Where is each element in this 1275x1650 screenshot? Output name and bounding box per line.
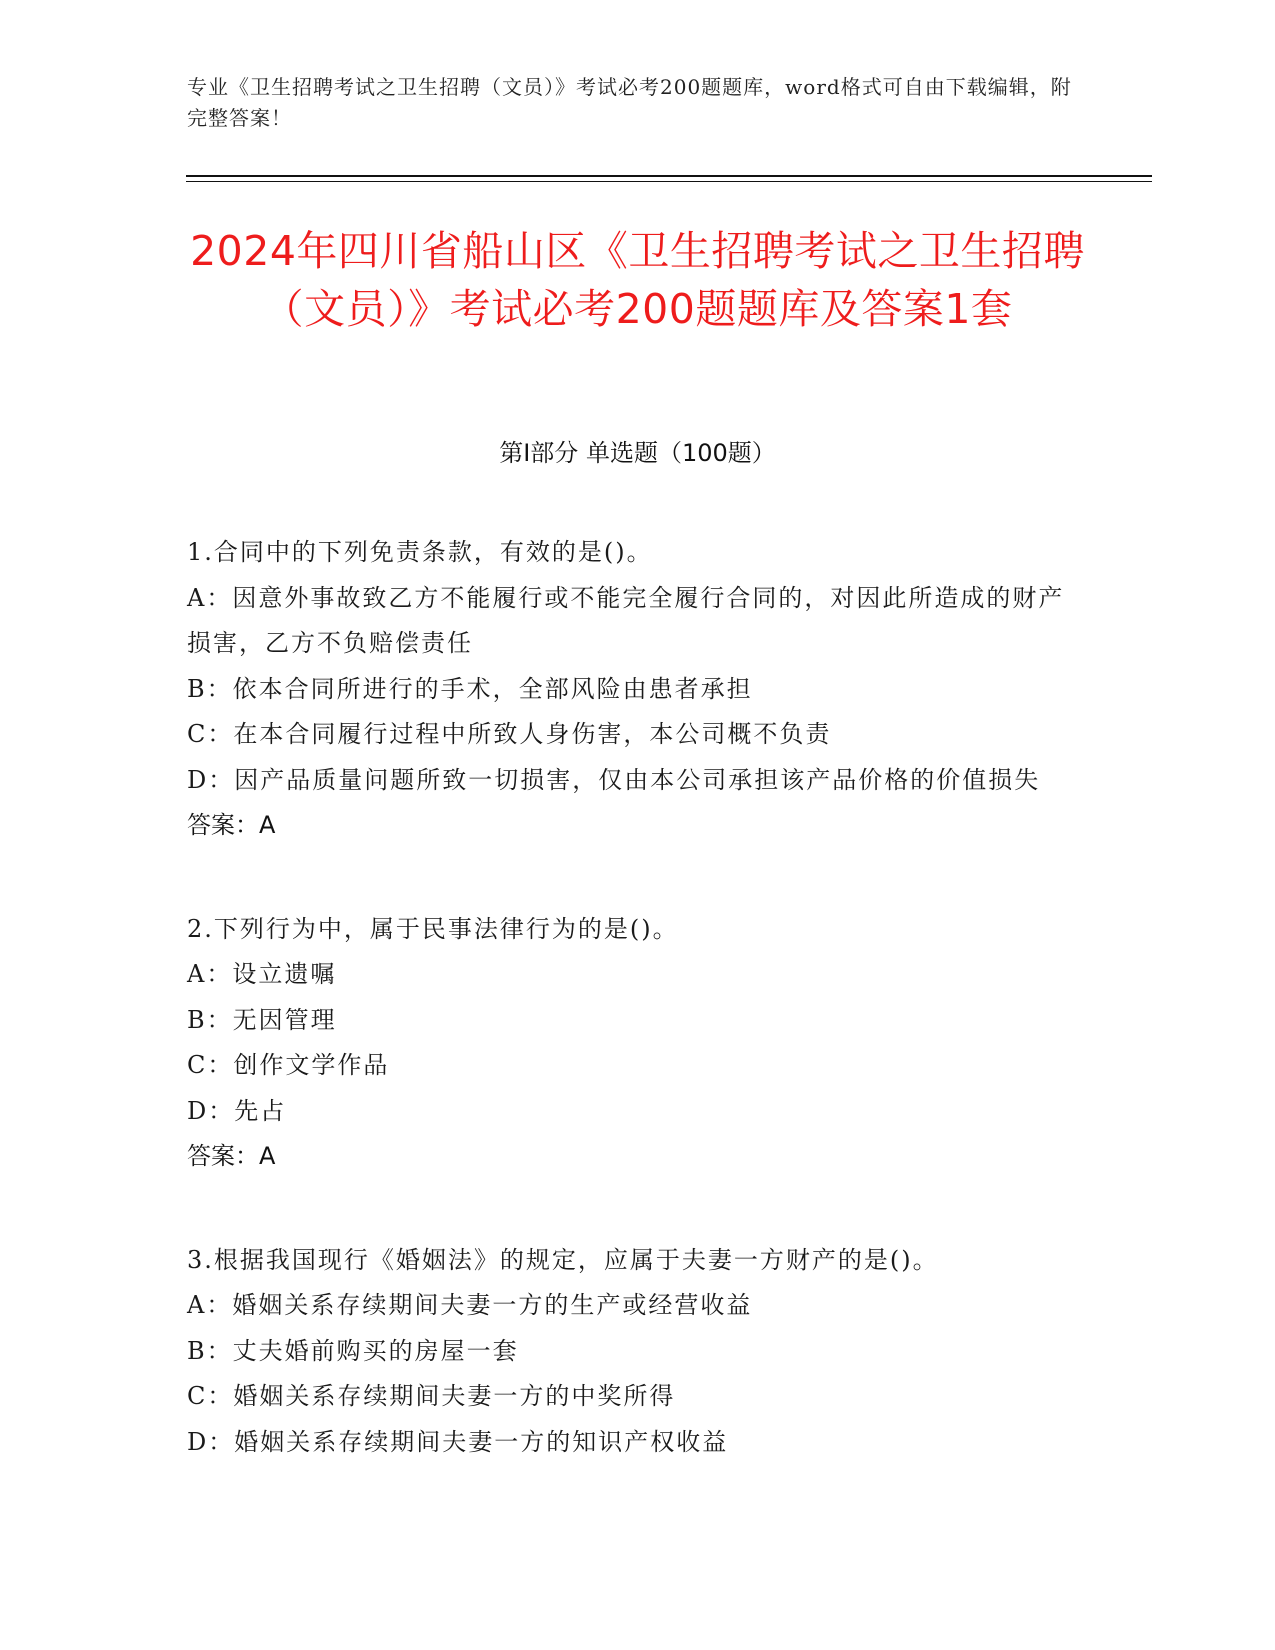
option-d: D：先占: [187, 1096, 287, 1125]
question-list: [187, 530, 1067, 1523]
option-b: B：无因管理: [187, 1005, 337, 1034]
question-3: [187, 1238, 1067, 1466]
option-a: A：因意外事故致乙方不能履行或不能完全履行合同的，对因此所造成的财产损害，乙方不负赔偿责任: [187, 583, 1065, 657]
option-c: C：在本合同履行过程中所致人身伤害，本公司概不负责: [187, 720, 832, 748]
section-title: 第Ⅰ部分 单选题（100题）: [499, 439, 776, 467]
question-2: [187, 907, 1067, 1180]
question-stem: 1.合同中的下列免责条款，有效的是()。: [187, 538, 653, 566]
option-c: C：婚姻关系存续期间夫妻一方的中奖所得: [187, 1382, 676, 1410]
question-stem: 2.下列行为中，属于民事法律行为的是()。: [187, 914, 679, 943]
option-b: B：依本合同所进行的手术，全部风险由患者承担: [187, 674, 753, 703]
answer: 答案：A: [187, 1142, 276, 1170]
option-a: A：婚姻关系存续期间夫妻一方的生产或经营收益: [187, 1291, 753, 1319]
option-d: D：因产品质量问题所致一切损害，仅由本公司承担该产品价格的价值损失: [187, 765, 1041, 794]
option-c: C：创作文学作品: [187, 1051, 390, 1079]
question-stem: 3.根据我国现行《婚姻法》的规定，应属于夫妻一方财产的是()。: [187, 1245, 939, 1274]
option-d: D：婚姻关系存续期间夫妻一方的知识产权收益: [187, 1427, 729, 1456]
header-divider-thin: [186, 181, 1152, 182]
question-1: [187, 530, 1067, 849]
option-a: A：设立遗嘱: [187, 960, 337, 988]
header-divider-thick: [186, 175, 1152, 177]
option-b: B：丈夫婚前购买的房屋一套: [187, 1336, 519, 1365]
header-note: 专业《卫生招聘考试之卫生招聘（文员）》考试必考200题题库，word格式可自由下载编辑，附完整答案！: [187, 75, 1072, 130]
document-title: 2024年四川省船山区《卫生招聘考试之卫生招聘（文员）》考试必考200题题库及答案1套: [190, 227, 1085, 333]
answer: 答案：A: [187, 811, 276, 839]
